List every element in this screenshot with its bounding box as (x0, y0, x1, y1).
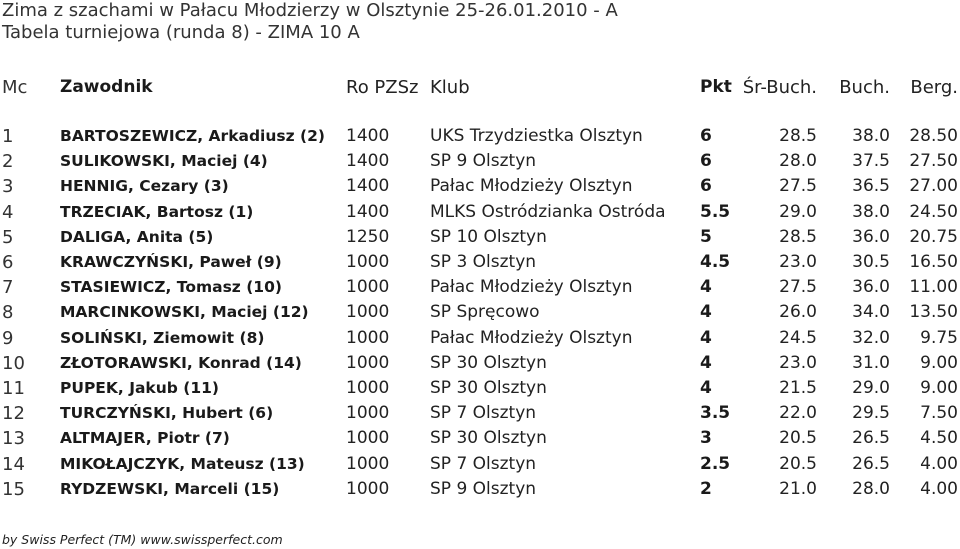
cell-berg: 24.50 (909, 201, 958, 222)
cell-sbuch: 23.0 (779, 252, 817, 272)
cell-ro: 1400 (346, 176, 390, 197)
cell-berg: 7.50 (920, 403, 958, 424)
cell-berg: 20.75 (909, 226, 958, 247)
cell-klub: SP 3 Olsztyn (430, 252, 537, 272)
cell-pkt: 4.5 (700, 252, 731, 272)
cell-mc: 13 (2, 428, 25, 450)
cell-mc: 5 (2, 226, 14, 248)
cell-pkt: 4 (700, 352, 712, 373)
table-header (0, 75, 960, 100)
cell-klub: SP 10 Olsztyn (430, 226, 547, 247)
cell-buch: 26.5 (852, 453, 890, 474)
cell-pkt: 2 (700, 478, 712, 499)
cell-name: SOLIŃSKI, Ziemowit (8) (60, 328, 265, 347)
cell-pkt: 2.5 (700, 453, 731, 474)
table-row (0, 376, 960, 401)
cell-sbuch: 27.5 (779, 176, 817, 197)
cell-mc: 2 (2, 151, 14, 173)
cell-berg: 28.50 (909, 126, 958, 146)
cell-mc: 7 (2, 277, 14, 299)
cell-klub: SP 9 Olsztyn (430, 151, 537, 172)
cell-pkt: 6 (700, 126, 712, 146)
cell-mc: 1 (2, 126, 14, 147)
cell-name: KRAWCZYŃSKI, Paweł (9) (60, 253, 282, 271)
cell-sbuch: 23.0 (779, 352, 817, 373)
cell-sbuch: 28.0 (779, 151, 817, 172)
table-row (0, 250, 960, 275)
cell-buch: 38.0 (852, 126, 890, 146)
cell-pkt: 4 (700, 378, 712, 398)
cell-buch: 38.0 (852, 201, 890, 222)
cell-pkt: 5.5 (700, 201, 731, 222)
cell-berg: 9.75 (920, 327, 958, 348)
table-row (0, 275, 960, 300)
cell-ro: 1000 (346, 327, 390, 348)
table-row (0, 326, 960, 351)
cell-berg: 11.00 (909, 277, 958, 298)
cell-mc: 11 (2, 378, 25, 399)
cell-mc: 12 (2, 403, 25, 425)
cell-berg: 27.00 (909, 176, 958, 197)
table-row (0, 200, 960, 225)
cell-mc: 15 (2, 478, 25, 500)
cell-sbuch: 27.5 (779, 277, 817, 298)
cell-mc: 4 (2, 201, 14, 223)
cell-name: SULIKOWSKI, Maciej (4) (60, 152, 268, 171)
cell-pkt: 3.5 (700, 403, 731, 424)
cell-ro: 1000 (346, 378, 390, 398)
cell-ro: 1000 (346, 277, 390, 298)
cell-name: STASIEWICZ, Tomasz (10) (60, 278, 282, 297)
table-row (0, 225, 960, 250)
cell-sbuch: 21.0 (779, 478, 817, 499)
cell-berg: 9.00 (920, 352, 958, 373)
cell-pkt: 5 (700, 226, 712, 247)
cell-pkt: 3 (700, 428, 712, 449)
cell-ro: 1000 (346, 252, 390, 272)
cell-ro: 1000 (346, 428, 390, 449)
cell-berg: 27.50 (909, 151, 958, 172)
cell-buch: 32.0 (852, 327, 890, 348)
page-subtitle: Tabela turniejowa (runda 8) - ZIMA 10 A (2, 22, 360, 43)
cell-name: PUPEK, Jakub (11) (60, 379, 219, 397)
cell-buch: 36.0 (852, 226, 890, 247)
cell-klub: UKS Trzydziestka Olsztyn (430, 126, 643, 146)
cell-mc: 3 (2, 176, 14, 198)
cell-berg: 4.50 (920, 428, 958, 449)
table-row (0, 300, 960, 325)
cell-name: MARCINKOWSKI, Maciej (12) (60, 303, 309, 322)
cell-klub: SP 30 Olsztyn (430, 352, 547, 373)
cell-klub: SP 30 Olsztyn (430, 378, 547, 398)
cell-buch: 36.0 (852, 277, 890, 298)
header-buch: Buch. (839, 77, 890, 98)
table-row (0, 149, 960, 174)
cell-buch: 37.5 (852, 151, 890, 172)
cell-name: TRZECIAK, Bartosz (1) (60, 202, 254, 221)
cell-ro: 1000 (346, 478, 390, 499)
cell-klub: SP 9 Olsztyn (430, 478, 537, 499)
header-pkt: Pkt (700, 77, 732, 97)
cell-berg: 4.00 (920, 478, 958, 499)
table-row (0, 477, 960, 502)
table-row (0, 124, 960, 149)
page-title: Zima z szachami w Pałacu Młodzierzy w Olsztynie 25-26.01.2010 - A (2, 0, 618, 21)
cell-sbuch: 26.0 (779, 302, 817, 323)
cell-berg: 13.50 (909, 302, 958, 323)
cell-ro: 1400 (346, 126, 390, 146)
cell-buch: 30.5 (852, 252, 890, 272)
cell-buch: 26.5 (852, 428, 890, 449)
cell-pkt: 6 (700, 151, 712, 172)
header-ro: Ro PZSz (346, 77, 419, 98)
cell-pkt: 4 (700, 327, 712, 348)
cell-ro: 1000 (346, 453, 390, 474)
cell-ro: 1250 (346, 226, 390, 247)
cell-klub: SP 7 Olsztyn (430, 453, 537, 474)
cell-sbuch: 29.0 (779, 201, 817, 222)
cell-pkt: 6 (700, 176, 712, 197)
cell-buch: 28.0 (852, 478, 890, 499)
cell-sbuch: 20.5 (779, 453, 817, 474)
table-row (0, 174, 960, 199)
cell-buch: 31.0 (852, 352, 890, 373)
cell-klub: SP Spręcowo (430, 302, 540, 323)
cell-sbuch: 22.0 (779, 403, 817, 424)
cell-name: MIKOŁAJCZYK, Mateusz (13) (60, 454, 305, 473)
cell-ro: 1400 (346, 151, 390, 172)
cell-sbuch: 28.5 (779, 226, 817, 247)
header-berg: Berg. (910, 77, 958, 98)
cell-name: DALIGA, Anita (5) (60, 227, 214, 246)
cell-ro: 1400 (346, 201, 390, 222)
cell-berg: 16.50 (909, 252, 958, 272)
cell-buch: 29.5 (852, 403, 890, 424)
cell-buch: 36.5 (852, 176, 890, 197)
cell-mc: 8 (2, 302, 14, 324)
footer-credit: by Swiss Perfect (TM) www.swissperfect.com (2, 532, 283, 547)
cell-klub: Pałac Młodzieży Olsztyn (430, 327, 633, 348)
cell-berg: 9.00 (920, 378, 958, 398)
cell-klub: SP 7 Olsztyn (430, 403, 537, 424)
cell-mc: 6 (2, 252, 14, 273)
cell-ro: 1000 (346, 352, 390, 373)
cell-name: HENNIG, Cezary (3) (60, 177, 229, 196)
cell-ro: 1000 (346, 403, 390, 424)
cell-klub: SP 30 Olsztyn (430, 428, 547, 449)
cell-name: TURCZYŃSKI, Hubert (6) (60, 404, 274, 423)
table-row (0, 351, 960, 376)
cell-buch: 29.0 (852, 378, 890, 398)
cell-buch: 34.0 (852, 302, 890, 323)
cell-klub: Pałac Młodzieży Olsztyn (430, 277, 633, 298)
table-row (0, 426, 960, 451)
cell-sbuch: 28.5 (779, 126, 817, 146)
header-sbuch: Śr-Buch. (742, 77, 817, 98)
cell-name: RYDZEWSKI, Marceli (15) (60, 479, 280, 498)
header-name: Zawodnik (60, 77, 153, 97)
cell-name: ZŁOTORAWSKI, Konrad (14) (60, 353, 302, 372)
header-klub: Klub (430, 77, 470, 98)
cell-name: ALTMAJER, Piotr (7) (60, 429, 230, 448)
cell-berg: 4.00 (920, 453, 958, 474)
cell-klub: Pałac Młodzieży Olsztyn (430, 176, 633, 197)
cell-pkt: 4 (700, 302, 712, 323)
cell-klub: MLKS Ostródzianka Ostróda (430, 201, 666, 222)
cell-ro: 1000 (346, 302, 390, 323)
cell-pkt: 4 (700, 277, 712, 298)
cell-sbuch: 24.5 (779, 327, 817, 348)
cell-mc: 10 (2, 352, 25, 374)
table-row (0, 401, 960, 426)
cell-mc: 9 (2, 327, 14, 349)
table-row (0, 452, 960, 477)
header-mc: Mc (2, 77, 28, 98)
cell-sbuch: 21.5 (779, 378, 817, 398)
cell-name: BARTOSZEWICZ, Arkadiusz (2) (60, 127, 325, 145)
cell-sbuch: 20.5 (779, 428, 817, 449)
cell-mc: 14 (2, 453, 25, 475)
